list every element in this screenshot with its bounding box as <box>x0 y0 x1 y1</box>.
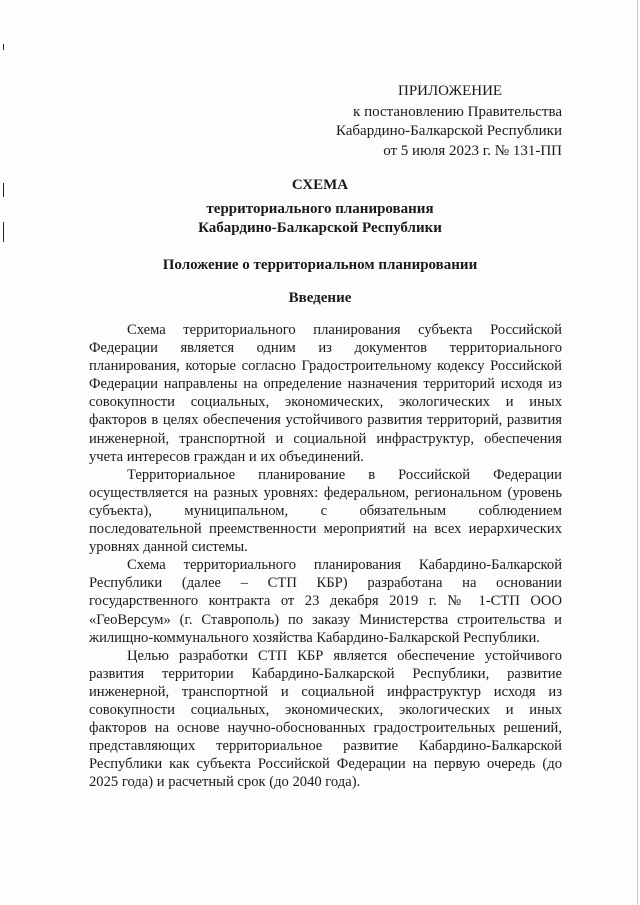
scan-border-line <box>637 0 638 905</box>
subtitle-line: территориального планирования <box>206 201 434 217</box>
paragraph: Территориальное планирование в Российской Федерации осуществляется на разных уровнях: федеральном, региональном (уровень субъекта), муниципальном, с обязательным соблюдением последовательной преемственности мероприятий на всех иерархических уровнях данной системы. <box>89 466 562 556</box>
subtitle-line: Кабардино-Балкарской Республики <box>198 220 442 236</box>
appendix-line: к постановлению Правительства <box>353 103 562 120</box>
scan-edge-mark <box>3 44 4 50</box>
body-text <box>89 321 562 791</box>
appendix-block <box>300 82 562 161</box>
intro-heading: Введение <box>288 290 352 306</box>
appendix-date-line: от 5 июля 2023 г. № 131-ПП <box>383 142 562 159</box>
paragraph: Целью разработки СТП КБР является обеспечение устойчивого развития территории Кабардино-Балкарской Республики, развитие инженерной, транспортной и социальной инфраструктур исходя из совокупности социальных, экономических, экологических и иных факторов на основе научно-обоснованных градостроительных решений, представляющих территориальное развитие Кабардино-Балкарской Республики как субъекта Российской Федерации на первую очередь (до 2025 года) и расчетный срок (до 2040 года). <box>89 647 562 791</box>
section-heading: Положение о территориальном планировании <box>162 257 478 273</box>
document-title: СХЕМА <box>291 177 349 193</box>
appendix-line: Кабардино-Балкарской Республики <box>335 123 562 139</box>
paragraph: Схема территориального планирования субъекта Российской Федерации является одним из документов территориального планирования, которые согласно Градостроительному кодексу Российской Федерации направлены на определение назначения территорий исходя из совокупности социальных, экономических, экологических и иных факторов в целях обеспечения устойчивого развития территорий, развития инженерной, транспортной и социальной инфраструктур, обеспечения учета интересов граждан и их объединений. <box>89 322 562 465</box>
paragraph: Схема территориального планирования Кабардино-Балкарской Республики (далее – СТП КБР) разработана на основании государственного контракта от 23 декабря 2019 г. № 1-СТП ООО «ГеоВерсум» (г. Ставрополь) по заказу Министерства строительства и жилищно-коммунального хозяйства Кабардино-Балкарской Республики. <box>89 557 562 646</box>
document-subtitle <box>0 200 640 238</box>
appendix-heading: ПРИЛОЖЕНИЕ <box>398 83 503 99</box>
